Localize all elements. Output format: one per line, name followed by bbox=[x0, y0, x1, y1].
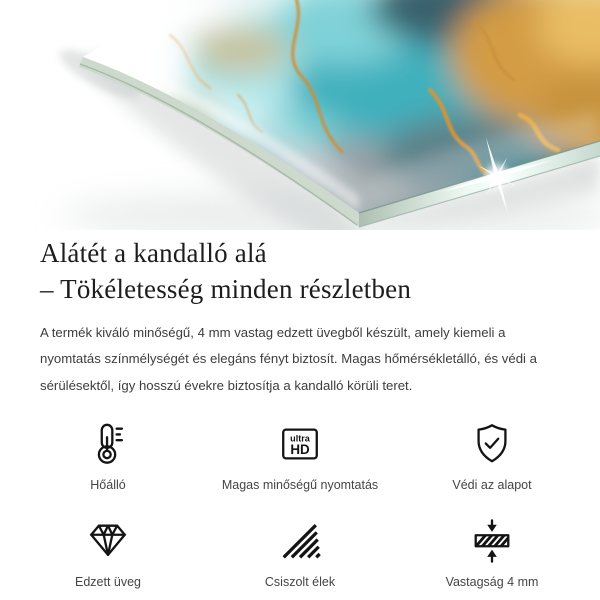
page-title bbox=[40, 236, 560, 307]
feature-ultra-hd-print bbox=[204, 421, 396, 492]
feature-grid bbox=[12, 421, 588, 589]
feature-thickness bbox=[396, 518, 588, 589]
feature-polished-edges bbox=[204, 518, 396, 589]
diamond-icon bbox=[85, 518, 131, 564]
ultra-hd-icon bbox=[277, 421, 323, 467]
feature-label: Magas minőségű nyomtatás bbox=[221, 477, 379, 492]
feature-label: Hőálló bbox=[90, 477, 126, 492]
feature-protects-base bbox=[396, 421, 588, 492]
feature-tempered-glass bbox=[12, 518, 204, 589]
polished-edges-icon bbox=[277, 518, 323, 564]
product-description: A termék kiváló minőségű, 4 mm vastag edzett üvegből készült, amely kiemeli a nyomtatás színmélységét és elegáns fényt biztosít. Magas hőmérsékletálló, és védi a sérülésektől, így hosszú évekre biztosítja a kandalló körüli teret. bbox=[40, 325, 537, 393]
feature-heat-resistant bbox=[12, 421, 204, 492]
glass-panel-image bbox=[0, 0, 600, 230]
feature-label: Védi az alapot bbox=[452, 477, 532, 492]
thermometer-icon bbox=[85, 421, 131, 467]
feature-label: Vastagság 4 mm bbox=[445, 574, 539, 589]
ultra-hd-text-line1: ultra bbox=[290, 433, 310, 444]
product-photo bbox=[0, 0, 600, 230]
page-title-line1: Alátét a kandalló alá bbox=[40, 238, 267, 268]
feature-label: Edzett üveg bbox=[74, 574, 141, 589]
feature-label: Csiszolt élek bbox=[264, 574, 336, 589]
thickness-icon bbox=[469, 518, 515, 564]
page-title-line2: – Tökéletesség minden részletben bbox=[40, 273, 412, 304]
ultra-hd-text-line2: HD bbox=[290, 441, 310, 457]
product-details-section bbox=[0, 230, 600, 589]
shield-check-icon bbox=[469, 421, 515, 467]
